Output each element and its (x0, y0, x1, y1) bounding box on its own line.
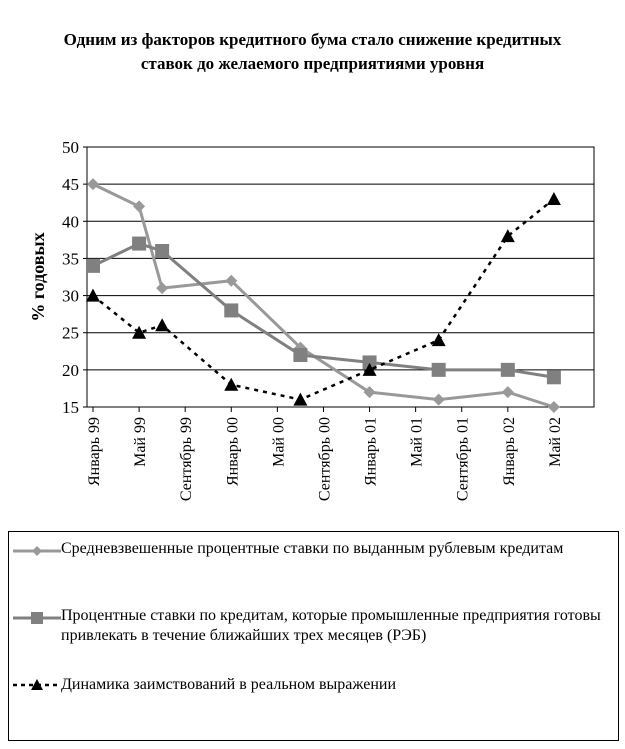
series-line (93, 244, 554, 378)
data-point (87, 178, 99, 190)
data-point (86, 259, 100, 273)
y-tick-label: 35 (62, 249, 79, 269)
x-tick-label: Январь 00 (224, 417, 242, 486)
legend-label-3: Динамика заимствований в реальном выражении (61, 676, 397, 693)
x-tick-label: Январь 99 (86, 417, 103, 486)
data-point (432, 363, 446, 377)
x-tick-label: Май 02 (546, 417, 564, 467)
y-tick-label: 25 (62, 323, 79, 343)
legend-label-1: Средневзвешенные процентные ставки по выданным рублевым кредитам (61, 540, 564, 557)
data-point (132, 237, 146, 251)
x-tick-label: Май 00 (270, 417, 288, 467)
legend-swatch-2 (11, 608, 63, 628)
legend (8, 531, 619, 741)
data-point (501, 363, 515, 377)
x-tick-label: Январь 01 (362, 417, 380, 486)
y-tick-label: 30 (62, 286, 79, 306)
legend-swatch-3 (11, 675, 63, 695)
data-point (547, 370, 561, 384)
y-tick-label: 45 (62, 175, 79, 195)
y-tick-label: 40 (62, 212, 79, 232)
y-axis (62, 138, 87, 417)
y-tick-label: 15 (62, 398, 79, 417)
legend-swatch-1 (11, 541, 63, 561)
y-tick-label: 50 (62, 138, 79, 157)
x-axis (86, 407, 564, 501)
data-point (502, 386, 514, 398)
data-point (433, 394, 445, 406)
data-point (547, 192, 561, 205)
legend-label-2: Процентные ставки по кредитам, которые промышленные предприятия готовы привлекать в течение ближайших трех месяцев (РЭБ) (61, 607, 601, 644)
x-tick-label: Май 01 (408, 417, 426, 467)
data-point (548, 401, 560, 413)
data-point (155, 244, 169, 258)
data-point (224, 378, 238, 391)
data-point (156, 282, 168, 294)
data-point (501, 229, 515, 242)
plot-area-frame (87, 147, 594, 407)
data-point (155, 318, 169, 331)
data-point (293, 348, 307, 362)
data-point (432, 333, 446, 346)
gridlines (87, 184, 594, 370)
x-tick-label: Сентябрь 01 (454, 417, 472, 502)
data-point (293, 393, 307, 406)
x-tick-label: Январь 02 (500, 417, 518, 486)
y-axis-label: % годовых (28, 232, 48, 322)
x-tick-label: Сентябрь 99 (178, 417, 196, 502)
data-point (224, 303, 238, 317)
chart-title: Одним из факторов кредитного бума стало снижение кредитных ставок до желаемого предприятиями уровня (63, 30, 562, 73)
series-3 (86, 192, 561, 406)
x-tick-label: Май 99 (132, 417, 150, 467)
x-tick-label: Сентябрь 00 (316, 417, 334, 502)
data-point (133, 200, 145, 212)
y-tick-label: 20 (62, 360, 79, 380)
